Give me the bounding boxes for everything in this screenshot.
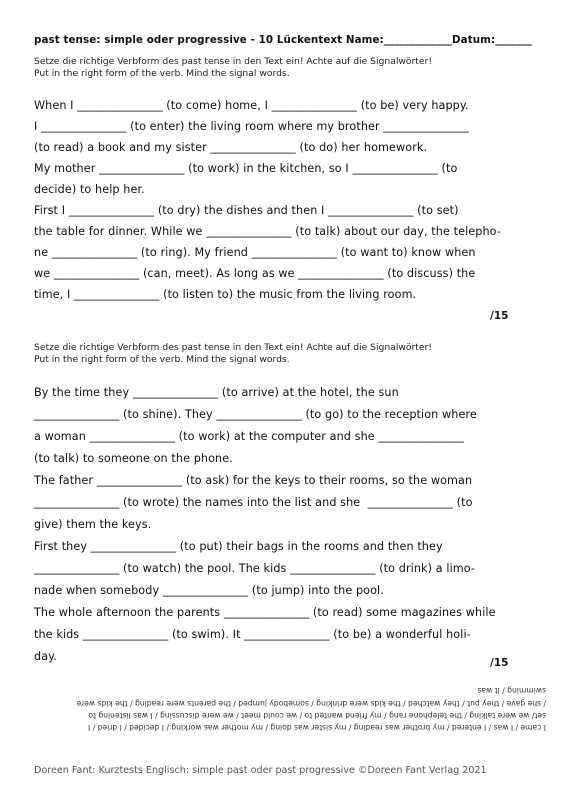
exercise-line: a woman _______________ (to work) at the computer and she _______________ — [34, 430, 464, 443]
answer-key-line: / she gave / they put / they watched / the kids were drinking / somebody jumped / the parents were reading / the kids were — [76, 698, 546, 708]
exercise-line: I _______________ (to enter) the living room where my brother _______________ — [34, 120, 469, 133]
instruction-german: Setze die richtige Verbform des past tense in den Text ein! Achte auf die Signalwörter! — [34, 56, 433, 67]
exercise-line: First they _______________ (to put) their bags in the rooms and then they — [34, 540, 443, 553]
exercise-line: _______________ (to shine). They _______________ (to go) to the reception where — [34, 408, 477, 421]
instructions-section-2 — [34, 342, 432, 365]
exercise-line: the table for dinner. While we _______________ (to talk) about our day, the telepho- — [34, 225, 501, 238]
instruction-english: Put in the right form of the verb. Mind the signal words. — [34, 67, 290, 79]
exercise-line: we _______________ (can, meet). As long as we _______________ (to discuss) the — [34, 267, 476, 280]
score-section-1: /15 — [490, 310, 509, 322]
instruction-german: Setze die richtige Verbform des past tense in den Text ein! Achte auf die Signalwörter! — [34, 342, 433, 353]
answer-key-line: swimming / it was — [477, 686, 546, 696]
answer-key-upside-down — [20, 684, 546, 733]
exercise-line: (to read) a book and my sister _______________ (to do) her homework. — [34, 141, 428, 154]
exercise-line: nade when somebody _______________ (to jump) into the pool. — [34, 584, 384, 597]
instruction-english: Put in the right form of the verb. Mind the signal words. — [34, 353, 290, 365]
exercise-line: The father _______________ (to ask) for the keys to their rooms, so the woman — [34, 474, 473, 487]
exercise-line: time, I _______________ (to listen to) the music from the living room. — [34, 288, 417, 301]
exercise-line: First I _______________ (to dry) the dishes and then I _______________ (to set) — [34, 204, 459, 217]
exercise-line: My mother _______________ (to work) in the kitchen, so I _______________ (to — [34, 162, 458, 175]
exercise-line: ne _______________ (to ring). My friend _______________ (to want to) know when — [34, 246, 476, 259]
answer-key-line: set/ we were talking / the telephone rang / my friend wanted to / we could meet / we were discussing / I was listening to — [88, 710, 546, 720]
worksheet-header: past tense: simple oder progressive - 10 Lückentext Name:_____________Datum:_______ — [34, 34, 532, 46]
exercise-line: day. — [34, 650, 57, 663]
exercise-line: give) them the keys. — [34, 518, 152, 531]
exercise-line: The whole afternoon the parents _______________ (to read) some magazines while — [34, 606, 496, 619]
copyright-footer: Doreen Fant: Kurztests Englisch: simple past oder past progressive ©Doreen Fant Verlag 2021 — [34, 765, 487, 776]
exercise-line: decide) to help her. — [34, 183, 145, 196]
instructions-section-1 — [34, 56, 432, 79]
exercise-line: the kids _______________ (to swim). It _______________ (to be) a wonderful holi- — [34, 628, 471, 641]
exercise-line: By the time they _______________ (to arrive) at the hotel, the sun — [34, 386, 399, 399]
exercise-line: (to talk) to someone on the phone. — [34, 452, 233, 465]
answer-key-line: I came / I was / I entered / my brother was reading / my sister was doing / my mother was working / I decided / I dried / I — [88, 722, 546, 732]
exercise-line: _______________ (to watch) the pool. The kids _______________ (to drink) a limo- — [34, 562, 476, 575]
exercise-line: _______________ (to wrote) the names into the list and she _______________ (to — [34, 496, 473, 509]
score-section-2: /15 — [490, 657, 509, 669]
exercise-line: When I _______________ (to come) home, I _______________ (to be) very happy. — [34, 99, 469, 112]
